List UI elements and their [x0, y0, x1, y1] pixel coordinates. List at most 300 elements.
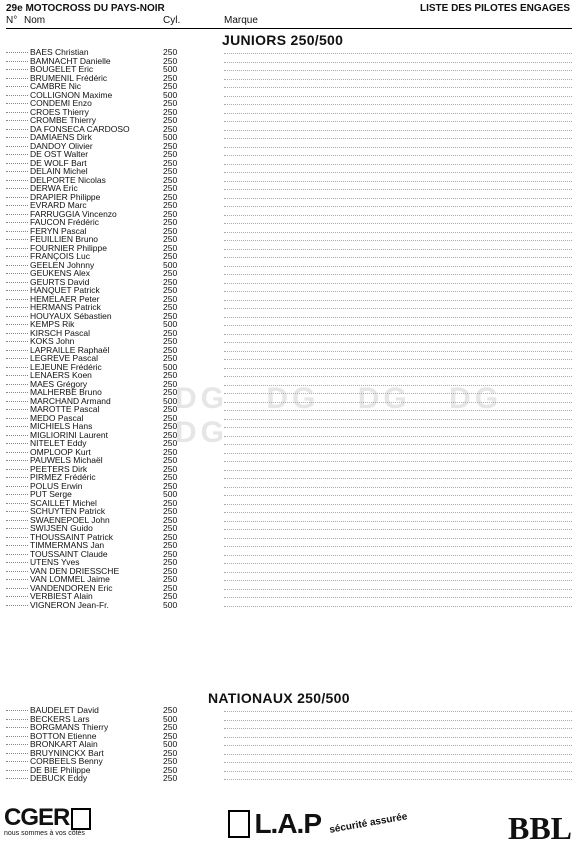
brand-blank — [224, 155, 572, 156]
rider-name: HEMELAER Peter — [30, 293, 100, 304]
brand-blank — [224, 410, 572, 411]
column-headers — [6, 15, 572, 27]
brand-blank — [224, 164, 572, 165]
rider-name: DANDOY Olivier — [30, 140, 93, 151]
list-item — [6, 320, 572, 329]
brand-blank — [224, 754, 572, 755]
brand-blank — [224, 728, 572, 729]
hand-icon — [228, 810, 250, 838]
number-blank — [6, 154, 28, 155]
rider-name: POLUS Erwin — [30, 480, 83, 491]
brand-blank — [224, 470, 572, 471]
number-blank — [6, 129, 28, 130]
rider-name: SCHUYTEN Patrick — [30, 506, 106, 516]
rider-name: DAMIAENS Dirk — [30, 132, 92, 142]
number-blank — [6, 401, 28, 402]
rider-cylinder: 500 — [163, 395, 178, 406]
brand-blank — [224, 87, 572, 88]
rider-name: MALHERBE Bruno — [30, 387, 102, 397]
number-blank — [6, 418, 28, 419]
list-item — [6, 312, 572, 321]
rider-name: FEUILLIEN Bruno — [30, 234, 99, 244]
rider-cylinder: 250 — [163, 251, 178, 261]
brand-blank — [224, 342, 572, 343]
page-title: 29e MOTOCROSS DU PAYS-NOIR — [6, 3, 165, 14]
rider-cylinder: 250 — [163, 506, 178, 516]
rider-cylinder: 250 — [163, 455, 178, 465]
rider-name: DE BIE Philippe — [30, 764, 91, 775]
rider-name: BRONKART Alain — [30, 739, 98, 749]
rider-cylinder: 250 — [163, 166, 178, 176]
rider-name: SWIJSEN Guido — [30, 523, 93, 533]
rider-cylinder: 250 — [163, 115, 178, 125]
rider-name: FRANÇOIS Luc — [30, 251, 90, 261]
number-blank — [6, 265, 28, 266]
rider-cylinder: 250 — [163, 523, 178, 533]
rider-cylinder: 250 — [163, 72, 178, 83]
rider-name: FERYN Pascal — [30, 225, 87, 236]
list-item — [6, 74, 572, 83]
list-item — [6, 244, 572, 253]
rider-name: LENAERS Koen — [30, 370, 92, 380]
rider-name: VAN DEN DRIESSCHE — [30, 565, 120, 576]
rider-cylinder: 250 — [163, 438, 178, 448]
rider-cylinder: 250 — [163, 327, 178, 338]
rider-cylinder: 250 — [163, 55, 178, 66]
list-item — [6, 150, 572, 159]
brand-blank — [224, 504, 572, 505]
rider-name: SCAILLET Michel — [30, 497, 97, 508]
number-blank — [6, 503, 28, 504]
rider-cylinder: 250 — [163, 421, 178, 431]
number-blank — [6, 460, 28, 461]
rider-cylinder: 250 — [163, 412, 178, 423]
number-blank — [6, 596, 28, 597]
rider-name: HERMANS Patrick — [30, 302, 101, 312]
number-blank — [6, 333, 28, 334]
rider-name: DEBUCK Eddy — [30, 773, 88, 783]
rider-cylinder: 250 — [163, 387, 178, 397]
rider-cylinder: 250 — [163, 574, 178, 584]
list-item — [6, 766, 572, 775]
rider-name: CORBEELS Benny — [30, 756, 103, 766]
rider-name: MICHIELS Hans — [30, 421, 93, 431]
number-blank — [6, 146, 28, 147]
number-blank — [6, 469, 28, 470]
rider-cylinder: 500 — [163, 89, 178, 100]
number-blank — [6, 61, 28, 62]
brand-blank — [224, 779, 572, 780]
rider-name: THOUSSAINT Patrick — [30, 531, 113, 542]
brand-blank — [224, 79, 572, 80]
brand-blank — [224, 762, 572, 763]
cger-logo: CGER nous sommes à vos côtés — [4, 806, 91, 837]
number-blank — [6, 256, 28, 257]
riders-list-juniors — [6, 48, 572, 609]
brand-blank — [224, 745, 572, 746]
rider-cylinder: 500 — [163, 489, 178, 499]
number-blank — [6, 375, 28, 376]
number-blank — [6, 273, 28, 274]
brand-blank — [224, 223, 572, 224]
brand-blank — [224, 232, 572, 233]
rider-name: KEMPS Rik — [30, 319, 75, 329]
list-item — [6, 482, 572, 491]
number-blank — [6, 69, 28, 70]
rider-cylinder: 250 — [163, 446, 178, 457]
rider-cylinder: 250 — [163, 106, 178, 117]
number-blank — [6, 120, 28, 121]
list-item — [6, 99, 572, 108]
rider-cylinder: 250 — [163, 310, 178, 321]
rider-cylinder: 250 — [163, 531, 178, 542]
brand-blank — [224, 606, 572, 607]
list-item — [6, 473, 572, 482]
brand-blank — [224, 334, 572, 335]
number-blank — [6, 137, 28, 138]
brand-blank — [224, 291, 572, 292]
rider-cylinder: 250 — [163, 242, 178, 253]
brand-blank — [224, 546, 572, 547]
rider-cylinder: 250 — [163, 747, 178, 758]
brand-blank — [224, 359, 572, 360]
rider-cylinder: 500 — [163, 713, 178, 724]
brand-blank — [224, 580, 572, 581]
list-heading: LISTE DES PILOTES ENGAGES — [419, 3, 570, 14]
brand-blank — [224, 147, 572, 148]
rider-cylinder: 250 — [163, 217, 178, 227]
rider-cylinder: 250 — [163, 336, 178, 346]
number-blank — [6, 511, 28, 512]
rider-cylinder: 250 — [163, 191, 178, 202]
brand-blank — [224, 121, 572, 122]
brand-blank — [224, 240, 572, 241]
brand-blank — [224, 453, 572, 454]
brand-blank — [224, 402, 572, 403]
list-item — [6, 329, 572, 338]
rider-cylinder: 250 — [163, 722, 178, 732]
rider-name: DE OST Walter — [30, 149, 89, 159]
number-blank — [6, 778, 28, 779]
brand-blank — [224, 436, 572, 437]
number-blank — [6, 384, 28, 385]
number-blank — [6, 316, 28, 317]
number-blank — [6, 188, 28, 189]
number-blank — [6, 324, 28, 325]
brand-blank — [224, 70, 572, 71]
rider-name: BOUGELET Eric — [30, 64, 94, 74]
rider-cylinder: 250 — [163, 200, 178, 210]
number-blank — [6, 719, 28, 720]
rider-name: MEDO Pascal — [30, 412, 84, 423]
number-blank — [6, 528, 28, 529]
number-blank — [6, 205, 28, 206]
list-item — [6, 431, 572, 440]
list-item — [6, 371, 572, 380]
number-blank — [6, 358, 28, 359]
rider-name: FOURNIER Philippe — [30, 242, 107, 253]
list-item — [6, 405, 572, 414]
rider-name: BOTTON Etienne — [30, 730, 97, 741]
rider-name: HANQUET Patrick — [30, 285, 100, 295]
rider-name: KOKS John — [30, 336, 75, 346]
number-blank — [6, 180, 28, 181]
rider-name: BRUMENIL Frédéric — [30, 72, 108, 83]
list-item — [6, 269, 572, 278]
rider-name: BAMNACHT Danielle — [30, 55, 111, 66]
number-blank — [6, 163, 28, 164]
number-blank — [6, 571, 28, 572]
rider-name: TIMMERMANS Jan — [30, 540, 105, 550]
header-rule — [6, 28, 572, 29]
rider-cylinder: 250 — [163, 293, 178, 304]
brand-blank — [224, 572, 572, 573]
brand-blank — [224, 53, 572, 54]
rider-cylinder: 250 — [163, 344, 178, 355]
brand-blank — [224, 317, 572, 318]
brand-blank — [224, 368, 572, 369]
rider-cylinder: 250 — [163, 591, 178, 601]
rider-cylinder: 250 — [163, 123, 178, 134]
number-blank — [6, 486, 28, 487]
brand-blank — [224, 308, 572, 309]
rider-name: DE WOLF Bart — [30, 157, 87, 168]
brand-blank — [224, 461, 572, 462]
number-blank — [6, 86, 28, 87]
rider-name: MAES Grégory — [30, 378, 88, 389]
rider-name: COLLIGNON Maxime — [30, 89, 113, 100]
rider-name: PEETERS Dirk — [30, 463, 88, 474]
rider-cylinder: 250 — [163, 98, 178, 108]
rider-cylinder: 500 — [163, 361, 178, 372]
rider-cylinder: 250 — [163, 234, 178, 244]
col-brand: Marque — [224, 15, 258, 26]
number-blank — [6, 95, 28, 96]
rider-name: LAPRAILLE Raphaël — [30, 344, 110, 355]
number-blank — [6, 537, 28, 538]
rider-cylinder: 250 — [163, 157, 178, 168]
rider-name: MAROTTE Pascal — [30, 404, 100, 414]
brand-blank — [224, 181, 572, 182]
rider-cylinder: 250 — [163, 540, 178, 550]
brand-blank — [224, 563, 572, 564]
number-blank — [6, 112, 28, 113]
brand-blank — [224, 597, 572, 598]
rider-name: DELAIN Michel — [30, 166, 88, 176]
brand-blank — [224, 444, 572, 445]
number-blank — [6, 214, 28, 215]
number-blank — [6, 103, 28, 104]
number-blank — [6, 367, 28, 368]
rider-cylinder: 250 — [163, 497, 178, 508]
number-blank — [6, 231, 28, 232]
number-blank — [6, 562, 28, 563]
rider-name: MIGLIORINI Laurent — [30, 429, 108, 440]
section-title-juniors: JUNIORS 250/500 — [222, 32, 344, 48]
rider-cylinder: 250 — [163, 276, 178, 287]
list-item — [6, 176, 572, 185]
rider-name: PUT Serge — [30, 489, 72, 499]
col-cylinder: Cyl. — [163, 15, 181, 26]
rider-cylinder: 250 — [163, 548, 178, 559]
rider-cylinder: 250 — [163, 208, 178, 219]
brand-blank — [224, 589, 572, 590]
rider-cylinder: 250 — [163, 140, 178, 151]
brand-blank — [224, 487, 572, 488]
number-blank — [6, 435, 28, 436]
rider-name: LEJEUNE Frédéric — [30, 361, 102, 372]
rider-name: NITELET Eddy — [30, 438, 87, 448]
number-blank — [6, 290, 28, 291]
col-name: Nom — [24, 15, 46, 26]
rider-cylinder: 250 — [163, 268, 178, 278]
rider-name: GEURTS David — [30, 276, 90, 287]
number-blank — [6, 579, 28, 580]
number-blank — [6, 426, 28, 427]
list-item — [6, 261, 572, 270]
rider-name: DERWA Eric — [30, 183, 78, 193]
rider-name: TOUSSAINT Claude — [30, 548, 108, 559]
rider-cylinder: 250 — [163, 582, 178, 593]
rider-name: UTENS Yves — [30, 557, 80, 567]
list-item — [6, 218, 572, 227]
rider-name: BRUYNINCKX Bart — [30, 747, 104, 758]
rider-cylinder: 250 — [163, 302, 178, 312]
rider-cylinder: 250 — [163, 149, 178, 159]
rider-name: BORGMANS Thierry — [30, 722, 109, 732]
rider-cylinder: 250 — [163, 429, 178, 440]
number-blank — [6, 736, 28, 737]
brand-blank — [224, 189, 572, 190]
rider-name: BECKERS Lars — [30, 713, 90, 724]
number-blank — [6, 761, 28, 762]
number-blank — [6, 554, 28, 555]
number-blank — [6, 477, 28, 478]
rider-cylinder: 250 — [163, 480, 178, 491]
rider-name: KIRSCH Pascal — [30, 327, 90, 338]
rider-name: VERBIEST Alain — [30, 591, 93, 601]
list-item — [6, 193, 572, 202]
rider-name: CROES Thierry — [30, 106, 89, 117]
rider-cylinder: 250 — [163, 174, 178, 185]
rider-cylinder: 250 — [163, 514, 178, 525]
rider-name: LEGREVE Pascal — [30, 353, 99, 363]
rider-cylinder: 500 — [163, 319, 178, 329]
brand-blank — [224, 113, 572, 114]
number-blank — [6, 744, 28, 745]
brand-blank — [224, 283, 572, 284]
number-blank — [6, 341, 28, 342]
brand-blank — [224, 538, 572, 539]
rider-name: FARRUGGIA Vincenzo — [30, 208, 117, 219]
brand-blank — [224, 495, 572, 496]
number-blank — [6, 239, 28, 240]
number-blank — [6, 282, 28, 283]
list-item — [6, 159, 572, 168]
brand-blank — [224, 198, 572, 199]
number-blank — [6, 171, 28, 172]
rider-name: SWAENEPOEL John — [30, 514, 110, 525]
number-blank — [6, 605, 28, 606]
brand-blank — [224, 737, 572, 738]
brand-blank — [224, 249, 572, 250]
brand-blank — [224, 427, 572, 428]
rider-name: BAES Christian — [30, 47, 89, 57]
list-item — [6, 456, 572, 465]
number-blank — [6, 409, 28, 410]
rider-name: GEUKENS Alex — [30, 268, 90, 278]
list-item — [6, 601, 572, 610]
brand-blank — [224, 206, 572, 207]
rider-name: HOUYAUX Sébastien — [30, 310, 112, 321]
number-blank — [6, 197, 28, 198]
rider-name: CONDEMI Enzo — [30, 98, 92, 108]
col-number: N° — [6, 15, 18, 26]
brand-blank — [224, 351, 572, 352]
number-blank — [6, 545, 28, 546]
rider-name: CAMBRE Nic — [30, 81, 82, 91]
rider-cylinder: 250 — [163, 472, 178, 482]
brand-blank — [224, 771, 572, 772]
rider-cylinder: 250 — [163, 557, 178, 567]
brand-blank — [224, 172, 572, 173]
number-blank — [6, 299, 28, 300]
list-item — [6, 706, 572, 715]
rider-name: MARCHAND Armand — [30, 395, 111, 406]
rider-name: FAUCON Frédéric — [30, 217, 99, 227]
number-blank — [6, 753, 28, 754]
list-item — [6, 142, 572, 151]
rider-cylinder: 250 — [163, 47, 178, 57]
number-blank — [6, 443, 28, 444]
list-item — [6, 550, 572, 559]
rider-cylinder: 500 — [163, 599, 178, 610]
rider-cylinder: 250 — [163, 463, 178, 474]
brand-blank — [224, 138, 572, 139]
rider-cylinder: 250 — [163, 225, 178, 236]
rider-cylinder: 250 — [163, 353, 178, 363]
rider-cylinder: 250 — [163, 730, 178, 741]
rider-cylinder: 250 — [163, 756, 178, 766]
brand-blank — [224, 512, 572, 513]
brand-blank — [224, 96, 572, 97]
rider-name: PIRMEZ Frédéric — [30, 472, 96, 482]
rider-cylinder: 250 — [163, 565, 178, 576]
number-blank — [6, 350, 28, 351]
lap-logo: L.A.P sécurité assurée — [228, 808, 408, 840]
number-blank — [6, 588, 28, 589]
rider-cylinder: 500 — [163, 132, 178, 142]
number-blank — [6, 520, 28, 521]
section-title-nationaux: NATIONAUX 250/500 — [208, 690, 350, 706]
rider-name: CROMBE Thierry — [30, 115, 96, 125]
number-blank — [6, 727, 28, 728]
rider-cylinder: 250 — [163, 773, 178, 783]
brand-blank — [224, 130, 572, 131]
number-blank — [6, 494, 28, 495]
rider-cylinder: 250 — [163, 370, 178, 380]
footer-sponsors — [0, 800, 578, 850]
watermark: DG DG DG DG DG — [175, 382, 503, 449]
rider-name: DA FONSECA CARDOSO — [30, 123, 130, 134]
rider-cylinder: 250 — [163, 183, 178, 193]
brand-blank — [224, 720, 572, 721]
brand-blank — [224, 555, 572, 556]
rider-cylinder: 250 — [163, 404, 178, 414]
number-blank — [6, 78, 28, 79]
rider-name: GEELEN Johnny — [30, 259, 95, 270]
rider-cylinder: 500 — [163, 259, 178, 270]
